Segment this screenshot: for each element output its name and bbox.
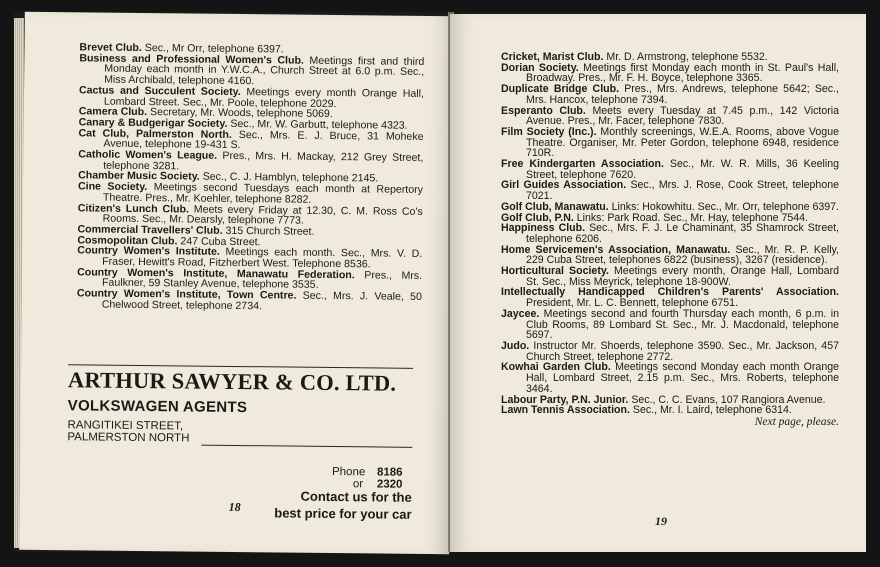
- club-details: Meetings first Monday each month in St. Paul's Hall, Broadway. Pres., Mr. F. H. Boyce, telephone 3365.: [526, 61, 839, 85]
- club-details: Meetings second Monday each month Orange Hall, Lombard Street, 2.15 p.m. Sec., Mrs. Roberts, telephone 3464.: [526, 361, 839, 395]
- list-item: [77, 288, 422, 313]
- club-name: Judo.: [501, 339, 530, 352]
- club-details: Meetings first and third Monday each month in Y.W.C.A., Church Street at 6.0 p.m. Sec., Miss Archibald, telephone 4160.: [104, 54, 425, 88]
- club-name: Catholic Women's League.: [78, 148, 218, 162]
- list-item: [501, 341, 839, 362]
- list-item: [501, 106, 839, 127]
- ad-phone-number: 8186: [376, 466, 403, 479]
- right-entries: [501, 52, 839, 428]
- right-page: [450, 14, 866, 552]
- club-details: Mr. D. Armstrong, telephone 5532.: [606, 51, 768, 63]
- club-name: Commercial Travellers' Club.: [77, 223, 223, 237]
- list-item: [501, 84, 839, 105]
- ad-address-line2: PALMERSTON NORTH: [67, 431, 190, 445]
- list-item: [501, 63, 839, 84]
- club-details: Sec., Mrs. F. J. Le Chaminant, 35 Shamrock Street, telephone 6206.: [526, 222, 839, 245]
- club-details: Sec., Mrs. J. Rose, Cook Street, telephone 7021.: [526, 179, 839, 203]
- next-page-note: Next page, please.: [754, 415, 839, 428]
- club-name: Chamber Music Society.: [78, 169, 200, 184]
- list-item: [501, 309, 839, 341]
- list-item: [501, 266, 839, 287]
- club-name: Horticultural Society.: [501, 265, 609, 278]
- club-name: Film Society (Inc.).: [501, 125, 597, 138]
- club-name: Duplicate Bridge Club.: [501, 83, 620, 96]
- club-details: Sec., Mr. W. R. Mills, 36 Keeling Street, telephone 7620.: [526, 158, 839, 181]
- club-name: Golf Club, Manawatu.: [501, 200, 609, 213]
- club-name: Lawn Tennis Association.: [501, 404, 630, 417]
- club-name: Citizen's Lunch Club.: [77, 201, 190, 216]
- ad-contact-line1: Contact us for the: [300, 488, 412, 505]
- ad-phone-number-alt: 2320: [376, 478, 403, 491]
- list-item: [501, 287, 839, 308]
- ad-address: [67, 419, 412, 447]
- club-name: Brevet Club.: [79, 41, 142, 54]
- left-entries: [77, 42, 425, 313]
- club-details: Secretary, Mr. Woods, telephone 5069.: [149, 106, 333, 121]
- club-details: Sec., C. C. Evans, 107 Rangiora Avenue.: [631, 393, 826, 406]
- club-details: Links: Hokowhitu. Sec., Mr. Orr, telephone 6397.: [611, 200, 839, 213]
- club-name: Cosmopolitan Club.: [77, 233, 178, 248]
- club-name: Intellectually Handicapped Children's Parents' Association.: [501, 286, 839, 299]
- ad-or-label: or: [352, 478, 364, 491]
- club-details: Sec., C. J. Hamblyn, telephone 2145.: [202, 171, 379, 185]
- club-name: Canary & Budgerigar Society.: [78, 116, 228, 130]
- club-details: Sec., Mr. R. P. Kelly, 229 Cuba Street, telephones 6822 (business), 3267 (residence).: [526, 243, 839, 267]
- list-item: [501, 362, 839, 394]
- club-name: Country Women's Institute, Town Centre.: [76, 287, 297, 302]
- club-name: Business and Professional Women's Club.: [79, 52, 304, 67]
- list-item: [501, 127, 839, 159]
- club-details: Sec., Mr. I. Laird, telephone 6314.: [632, 404, 792, 417]
- club-name: Happiness Club.: [501, 222, 586, 235]
- club-name: Golf Club, P.N.: [501, 211, 574, 224]
- ad-subtitle: VOLKSWAGEN AGENTS: [67, 397, 248, 417]
- club-name: Kowhai Garden Club.: [501, 361, 611, 374]
- list-item: [501, 159, 839, 180]
- left-page: [19, 12, 455, 554]
- club-details: Meetings second and fourth Thursday each month, 6 p.m. in Club Rooms, 89 Lombard St. Sec., Mr. J. Macdonald, telephone 5697.: [526, 307, 839, 342]
- club-details: Pres., Mrs. Faulkner, 59 Stanley Avenue, telephone 3535.: [101, 269, 423, 292]
- club-details: Sec., Mrs. J. Veale, 50 Chelwood Street, telephone 2734.: [101, 289, 422, 313]
- club-name: Dorian Society.: [501, 61, 579, 74]
- club-details: Meetings every month Orange Hall, Lombard Street. Sec., Mr. Poole, telephone 2029.: [103, 85, 425, 110]
- club-name: Labour Party, P.N. Junior.: [501, 393, 629, 406]
- club-name: Cine Society.: [77, 180, 148, 194]
- ad-company-name: ARTHUR SAWYER & CO. LTD.: [67, 367, 397, 396]
- page-number: 18: [228, 499, 241, 515]
- club-name: Girl Guides Association.: [501, 179, 627, 192]
- club-details: Meetings each month. Sec., Mrs. V. D. Fraser, Hewitt's Road, Fitzherbert West. Telephone 8536.: [102, 246, 423, 271]
- club-name: Cactus and Succulent Society.: [78, 84, 241, 98]
- list-item: [501, 405, 839, 416]
- club-details: 247 Cuba Street.: [180, 235, 261, 248]
- club-details: Meets every Friday at 12.30, C. M. Ross Co's Rooms. Sec., Mr. Dearsly, telephone 7773.: [102, 203, 423, 227]
- club-details: Sec., Mrs. E. J. Bruce, 31 Moheke Avenue, telephone 19-431 S.: [103, 128, 424, 152]
- ad-contact-text: [249, 487, 412, 523]
- club-details: Links: Park Road. Sec., Mr. Hay, telephone 7544.: [576, 211, 808, 224]
- club-details: 315 Church Street.: [225, 224, 315, 238]
- list-item: [501, 180, 839, 201]
- list-item: [501, 245, 839, 266]
- ad-phone-label: Phone: [331, 466, 366, 479]
- club-name: Cat Club, Palmerston North.: [78, 126, 232, 141]
- club-details: Pres., Mrs. Andrews, telephone 5642; Sec., Mrs. Hancox, telephone 7394.: [526, 83, 839, 106]
- club-details: Sec., Mr. W. Garbutt, telephone 4323.: [230, 117, 408, 132]
- club-details: Sec., Mr Orr, telephone 6397.: [144, 42, 284, 56]
- club-name: Esperanto Club.: [501, 104, 586, 117]
- list-item: [501, 223, 839, 244]
- club-name: Home Servicemen's Association, Manawatu.: [501, 243, 731, 256]
- list-item: [79, 53, 424, 89]
- club-details: Instructor Mr. Shoerds, telephone 3590. Sec., Mr. Jackson, 457 Church Street, telephone 2772.: [526, 339, 839, 363]
- club-name: Free Kindergarten Association.: [501, 158, 664, 171]
- open-book: [14, 12, 866, 552]
- advertisement: [67, 364, 413, 522]
- page-number: 19: [655, 514, 667, 528]
- club-name: Country Women's Institute.: [77, 244, 220, 259]
- club-details: Pres., Mrs. H. Mackay, 212 Grey Street, telephone 3281.: [103, 149, 424, 173]
- club-name: Cricket, Marist Club.: [501, 51, 604, 63]
- ad-contact-line2: best price for your car: [274, 505, 412, 522]
- club-name: Camera Club.: [78, 105, 148, 119]
- club-details: President, Mr. L. C. Bennett, telephone 6751.: [526, 297, 739, 310]
- club-name: Jaycee.: [501, 307, 540, 320]
- club-details: Meetings second Tuesdays each month at Repertory Theatre. Pres., Mr. Koehler, telephone 8282.: [102, 181, 424, 206]
- club-details: Monthly screenings, W.E.A. Rooms, above Vogue Theatre. Organiser, Mr. Peter Gordon, telephone 6948, residence 710R.: [526, 125, 839, 160]
- club-name: Country Women's Institute, Manawatu Federation.: [77, 266, 355, 281]
- ad-address-line1: RANGITIKEI STREET,: [67, 419, 184, 433]
- club-details: Meets every Tuesday at 7.45 p.m., 142 Victoria Avenue. Pres., Mr. Facer, telephone 7830.: [526, 104, 839, 128]
- club-details: Meetings every month, Orange Hall, Lombard St. Sec., Miss Meyrick, telephone 18-900W.: [526, 265, 839, 288]
